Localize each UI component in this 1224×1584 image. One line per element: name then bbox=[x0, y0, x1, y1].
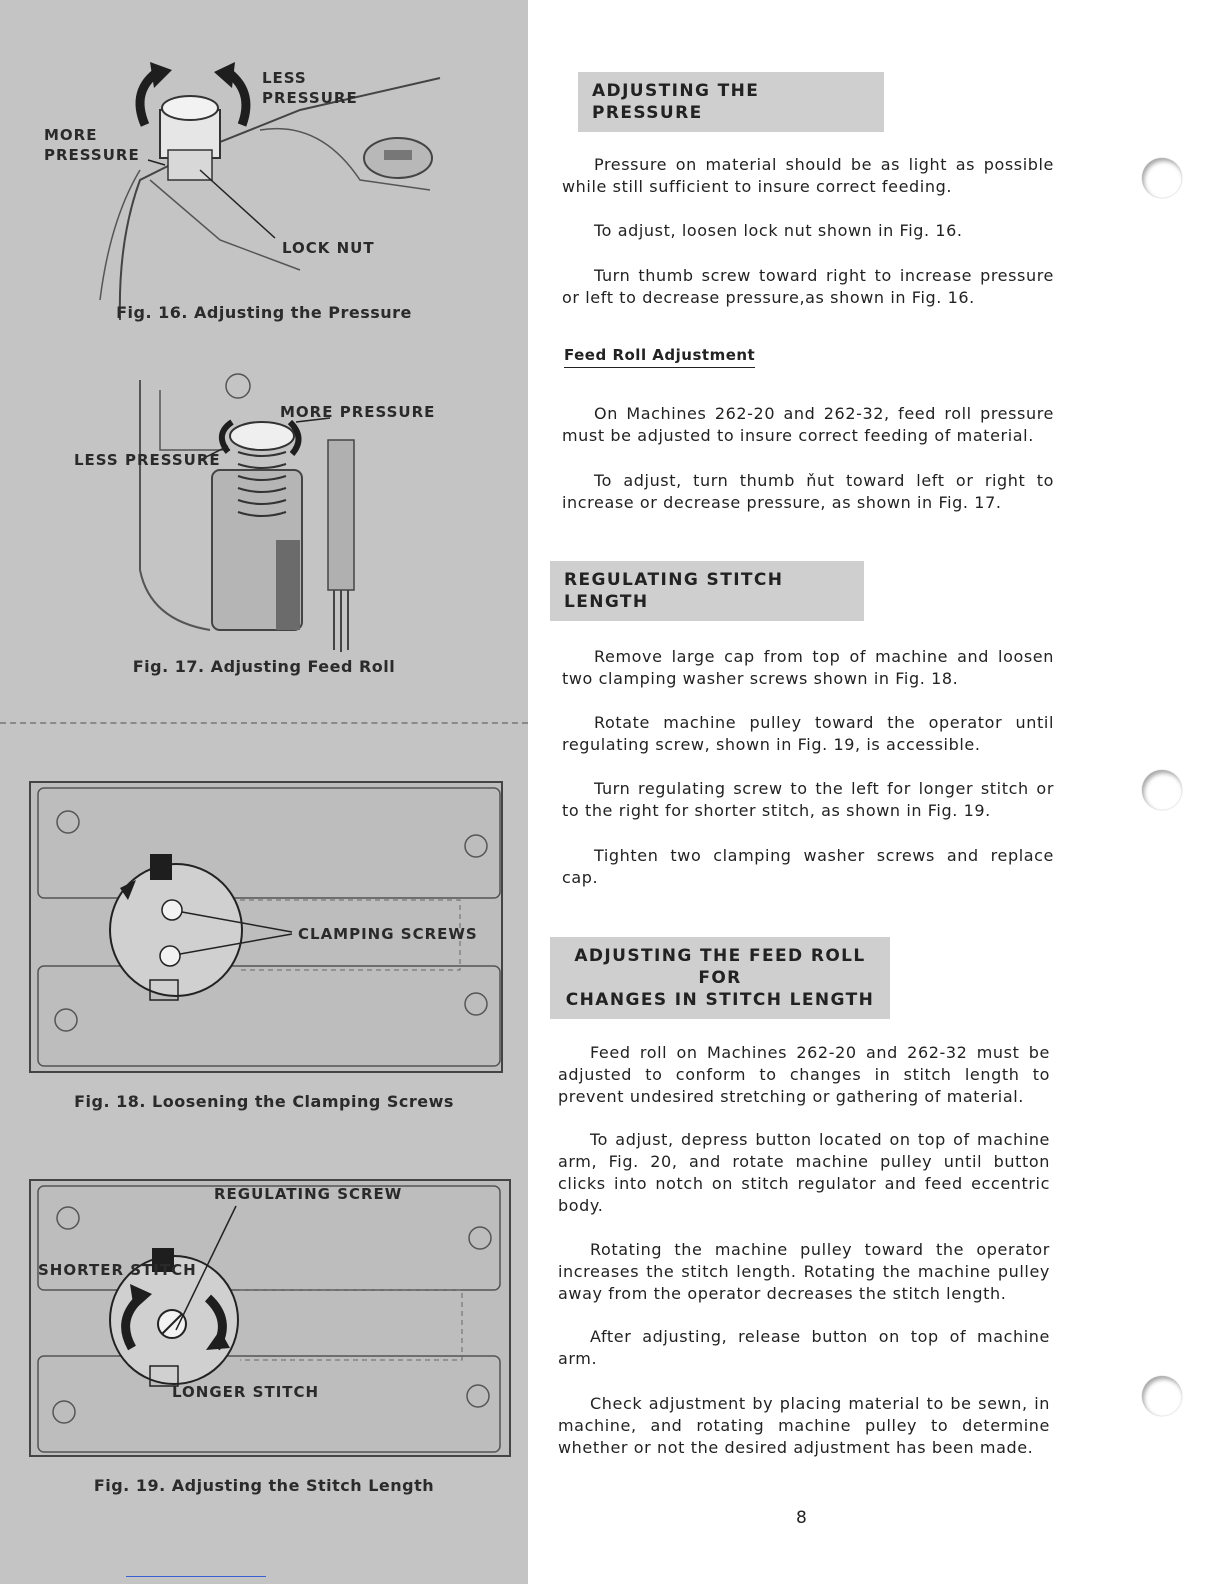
feed-changes-paragraph-1: Feed roll on Machines 262-20 and 262-32 must be adjusted to conform to changes in stitch length to prevent undesired stretching or gathering of material. bbox=[558, 1043, 1050, 1106]
underline-artifact bbox=[126, 1576, 266, 1577]
stitch-length-illustration bbox=[0, 1170, 528, 1520]
callout-regulating-screw: REGULATING SCREW bbox=[214, 1185, 403, 1203]
clamping-screws-illustration bbox=[0, 770, 528, 1120]
callout-longer-stitch: LONGER STITCH bbox=[172, 1383, 320, 1401]
page-number: 8 bbox=[796, 1508, 807, 1528]
figure-19 bbox=[0, 1170, 528, 1520]
stitch-paragraph-3: Turn regulating screw to the left for longer stitch or to the right for shorter stitch, as shown in Fig. 19. bbox=[562, 779, 1054, 820]
subheading-feed-roll-adjustment: Feed Roll Adjustment bbox=[564, 346, 755, 368]
feed-changes-paragraph-5: Check adjustment by placing material to be sewn, in machine, and rotating machine pulley to determine whether or not the desired adjustment has been made. bbox=[558, 1394, 1050, 1457]
pressure-screw-illustration bbox=[0, 0, 528, 340]
punch-hole bbox=[1142, 158, 1182, 198]
figure-17 bbox=[0, 360, 528, 700]
callout-less-pressure: LESS PRESSURE bbox=[262, 69, 358, 107]
feed-roll-paragraph-2: To adjust, turn thumb ňut toward left or right to increase or decrease pressure, as shown in Fig. 17. bbox=[562, 471, 1054, 512]
heading-line-2: CHANGES IN STITCH LENGTH bbox=[565, 990, 875, 1010]
heading-regulating-stitch-length: REGULATING STITCH LENGTH bbox=[550, 561, 864, 621]
heading-adjusting-pressure: ADJUSTING THE PRESSURE bbox=[578, 72, 884, 132]
pressure-paragraph-3: Turn thumb screw toward right to increase pressure or left to decrease pressure,as shown in Fig. 16. bbox=[562, 266, 1054, 307]
stitch-paragraph-1: Remove large cap from top of machine and loosen two clamping washer screws shown in Fig. 18. bbox=[562, 647, 1054, 688]
pressure-paragraph-2: To adjust, loosen lock nut shown in Fig. 16. bbox=[594, 221, 963, 240]
feed-changes-paragraph-3: Rotating the machine pulley toward the operator increases the stitch length. Rotating the machine pulley away from the operator decreases the stitch length. bbox=[558, 1240, 1050, 1303]
feed-roll-paragraph-1: On Machines 262-20 and 262-32, feed roll pressure must be adjusted to insure correct feeding of material. bbox=[562, 404, 1054, 445]
callout-more-pressure: MORE PRESSURE bbox=[280, 403, 436, 421]
callout-lock-nut: LOCK NUT bbox=[282, 239, 375, 257]
figure-16 bbox=[0, 0, 528, 340]
pressure-paragraph-1: Pressure on material should be as light as possible while still sufficient to insure correct feeding. bbox=[562, 155, 1054, 196]
heading-feed-roll-changes bbox=[550, 937, 890, 1019]
figure-19-caption: Fig. 19. Adjusting the Stitch Length bbox=[93, 1476, 435, 1495]
figure-18 bbox=[0, 770, 528, 1120]
feed-changes-paragraph-4: After adjusting, release button on top of machine arm. bbox=[558, 1327, 1050, 1368]
callout-clamping-screws: CLAMPING SCREWS bbox=[298, 925, 478, 943]
dashed-divider bbox=[0, 722, 528, 724]
figure-16-caption: Fig. 16. Adjusting the Pressure bbox=[116, 303, 412, 322]
figure-17-caption: Fig. 17. Adjusting Feed Roll bbox=[132, 657, 396, 676]
stitch-paragraph-2: Rotate machine pulley toward the operator until regulating screw, shown in Fig. 19, is accessible. bbox=[562, 713, 1054, 754]
callout-more-pressure: MORE PRESSURE bbox=[44, 126, 140, 164]
callout-less-pressure: LESS PRESSURE bbox=[74, 451, 221, 469]
punch-hole bbox=[1142, 770, 1182, 810]
heading-line-1: ADJUSTING THE FEED ROLL FOR bbox=[574, 946, 866, 988]
callout-shorter-stitch: SHORTER STITCH bbox=[38, 1261, 197, 1279]
feed-changes-paragraph-2: To adjust, depress button located on top of machine arm, Fig. 20, and rotate machine pulley until button clicks into notch on stitch regulator and feed eccentric body. bbox=[558, 1130, 1050, 1215]
illustration-panel bbox=[0, 0, 528, 1584]
figure-18-caption: Fig. 18. Loosening the Clamping Screws bbox=[74, 1092, 454, 1111]
punch-hole bbox=[1142, 1376, 1182, 1416]
stitch-paragraph-4: Tighten two clamping washer screws and replace cap. bbox=[562, 846, 1054, 887]
feed-roll-illustration bbox=[0, 360, 528, 700]
